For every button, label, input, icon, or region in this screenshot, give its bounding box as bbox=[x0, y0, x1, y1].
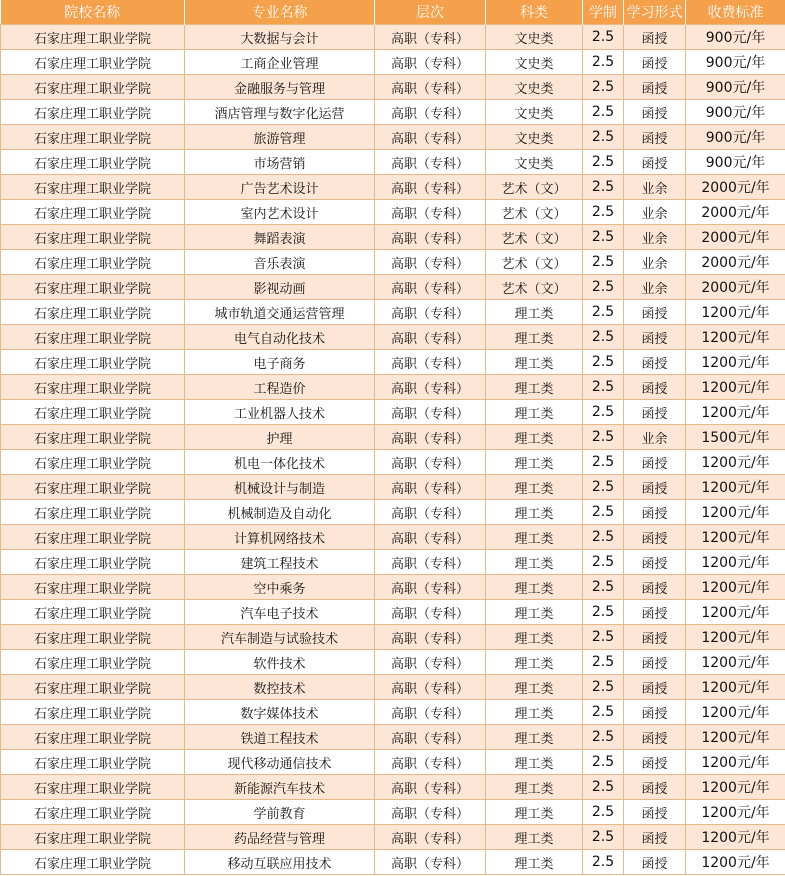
cell-major: 新能源汽车技术 bbox=[185, 775, 375, 800]
table-row bbox=[1, 650, 785, 675]
cell-category: 艺术（文） bbox=[486, 250, 583, 275]
cell-level: 高职（专科） bbox=[375, 150, 486, 175]
cell-duration: 2.5 bbox=[583, 425, 624, 450]
cell-major: 影视动画 bbox=[185, 275, 375, 300]
cell-school: 石家庄理工职业学院 bbox=[1, 150, 185, 175]
cell-study-mode: 函授 bbox=[624, 500, 686, 525]
cell-major: 舞蹈表演 bbox=[185, 225, 375, 250]
cell-duration: 2.5 bbox=[583, 325, 624, 350]
cell-study-mode: 函授 bbox=[624, 850, 686, 875]
cell-major: 数控技术 bbox=[185, 675, 375, 700]
cell-duration: 2.5 bbox=[583, 775, 624, 800]
cell-category: 理工类 bbox=[486, 550, 583, 575]
cell-study-mode: 业余 bbox=[624, 200, 686, 225]
cell-category: 理工类 bbox=[486, 525, 583, 550]
cell-school: 石家庄理工职业学院 bbox=[1, 300, 185, 325]
cell-study-mode: 函授 bbox=[624, 325, 686, 350]
cell-school: 石家庄理工职业学院 bbox=[1, 750, 185, 775]
cell-duration: 2.5 bbox=[583, 250, 624, 275]
table-row bbox=[1, 375, 785, 400]
table-row bbox=[1, 150, 785, 175]
table-row bbox=[1, 675, 785, 700]
table-row bbox=[1, 775, 785, 800]
cell-major: 汽车电子技术 bbox=[185, 600, 375, 625]
cell-major: 广告艺术设计 bbox=[185, 175, 375, 200]
table-row bbox=[1, 725, 785, 750]
table-row bbox=[1, 525, 785, 550]
table-row bbox=[1, 550, 785, 575]
cell-school: 石家庄理工职业学院 bbox=[1, 225, 185, 250]
cell-duration: 2.5 bbox=[583, 25, 624, 50]
cell-category: 理工类 bbox=[486, 500, 583, 525]
cell-category: 文史类 bbox=[486, 100, 583, 125]
cell-duration: 2.5 bbox=[583, 525, 624, 550]
header-category: 科类 bbox=[486, 0, 583, 25]
cell-level: 高职（专科） bbox=[375, 75, 486, 100]
cell-duration: 2.5 bbox=[583, 300, 624, 325]
cell-major: 汽车制造与试验技术 bbox=[185, 625, 375, 650]
cell-duration: 2.5 bbox=[583, 800, 624, 825]
table-row bbox=[1, 300, 785, 325]
cell-fee: 1200元/年 bbox=[686, 550, 785, 575]
table-row bbox=[1, 25, 785, 50]
table-row bbox=[1, 500, 785, 525]
cell-level: 高职（专科） bbox=[375, 50, 486, 75]
cell-fee: 1200元/年 bbox=[686, 650, 785, 675]
cell-category: 理工类 bbox=[486, 625, 583, 650]
cell-category: 理工类 bbox=[486, 600, 583, 625]
cell-major: 工程造价 bbox=[185, 375, 375, 400]
cell-school: 石家庄理工职业学院 bbox=[1, 825, 185, 850]
cell-school: 石家庄理工职业学院 bbox=[1, 800, 185, 825]
cell-major: 机电一体化技术 bbox=[185, 450, 375, 475]
cell-duration: 2.5 bbox=[583, 550, 624, 575]
cell-fee: 900元/年 bbox=[686, 150, 785, 175]
cell-school: 石家庄理工职业学院 bbox=[1, 625, 185, 650]
table-body bbox=[1, 25, 785, 875]
cell-major: 学前教育 bbox=[185, 800, 375, 825]
cell-duration: 2.5 bbox=[583, 700, 624, 725]
cell-level: 高职（专科） bbox=[375, 300, 486, 325]
cell-fee: 1200元/年 bbox=[686, 850, 785, 875]
cell-major: 护理 bbox=[185, 425, 375, 450]
table-row bbox=[1, 600, 785, 625]
cell-category: 理工类 bbox=[486, 800, 583, 825]
table-row bbox=[1, 800, 785, 825]
header-level: 层次 bbox=[375, 0, 486, 25]
cell-fee: 1200元/年 bbox=[686, 350, 785, 375]
cell-level: 高职（专科） bbox=[375, 400, 486, 425]
cell-duration: 2.5 bbox=[583, 625, 624, 650]
cell-school: 石家庄理工职业学院 bbox=[1, 450, 185, 475]
cell-level: 高职（专科） bbox=[375, 600, 486, 625]
header-major: 专业名称 bbox=[185, 0, 375, 25]
cell-category: 理工类 bbox=[486, 700, 583, 725]
cell-study-mode: 函授 bbox=[624, 775, 686, 800]
cell-study-mode: 函授 bbox=[624, 800, 686, 825]
cell-level: 高职（专科） bbox=[375, 525, 486, 550]
cell-fee: 1200元/年 bbox=[686, 825, 785, 850]
table-header bbox=[1, 0, 785, 25]
cell-category: 理工类 bbox=[486, 350, 583, 375]
cell-level: 高职（专科） bbox=[375, 750, 486, 775]
cell-study-mode: 函授 bbox=[624, 400, 686, 425]
cell-level: 高职（专科） bbox=[375, 550, 486, 575]
header-row bbox=[1, 0, 785, 25]
cell-category: 艺术（文） bbox=[486, 275, 583, 300]
cell-major: 电气自动化技术 bbox=[185, 325, 375, 350]
cell-school: 石家庄理工职业学院 bbox=[1, 75, 185, 100]
cell-category: 理工类 bbox=[486, 575, 583, 600]
cell-fee: 1200元/年 bbox=[686, 375, 785, 400]
cell-study-mode: 函授 bbox=[624, 150, 686, 175]
cell-fee: 2000元/年 bbox=[686, 200, 785, 225]
cell-major: 工业机器人技术 bbox=[185, 400, 375, 425]
cell-category: 文史类 bbox=[486, 25, 583, 50]
cell-study-mode: 函授 bbox=[624, 600, 686, 625]
cell-major: 音乐表演 bbox=[185, 250, 375, 275]
cell-school: 石家庄理工职业学院 bbox=[1, 250, 185, 275]
cell-category: 文史类 bbox=[486, 125, 583, 150]
cell-fee: 2000元/年 bbox=[686, 250, 785, 275]
cell-fee: 900元/年 bbox=[686, 50, 785, 75]
cell-major: 金融服务与管理 bbox=[185, 75, 375, 100]
cell-level: 高职（专科） bbox=[375, 825, 486, 850]
cell-school: 石家庄理工职业学院 bbox=[1, 525, 185, 550]
cell-fee: 1200元/年 bbox=[686, 525, 785, 550]
table-row bbox=[1, 350, 785, 375]
cell-major: 移动互联应用技术 bbox=[185, 850, 375, 875]
cell-fee: 1200元/年 bbox=[686, 400, 785, 425]
cell-school: 石家庄理工职业学院 bbox=[1, 500, 185, 525]
cell-category: 理工类 bbox=[486, 325, 583, 350]
cell-study-mode: 业余 bbox=[624, 425, 686, 450]
cell-duration: 2.5 bbox=[583, 575, 624, 600]
table-row bbox=[1, 50, 785, 75]
cell-duration: 2.5 bbox=[583, 375, 624, 400]
cell-fee: 1200元/年 bbox=[686, 600, 785, 625]
cell-category: 理工类 bbox=[486, 400, 583, 425]
table-row bbox=[1, 475, 785, 500]
cell-fee: 1200元/年 bbox=[686, 575, 785, 600]
cell-category: 艺术（文） bbox=[486, 175, 583, 200]
cell-duration: 2.5 bbox=[583, 350, 624, 375]
cell-duration: 2.5 bbox=[583, 150, 624, 175]
cell-fee: 900元/年 bbox=[686, 125, 785, 150]
cell-school: 石家庄理工职业学院 bbox=[1, 25, 185, 50]
cell-duration: 2.5 bbox=[583, 100, 624, 125]
cell-category: 文史类 bbox=[486, 75, 583, 100]
cell-duration: 2.5 bbox=[583, 475, 624, 500]
cell-school: 石家庄理工职业学院 bbox=[1, 675, 185, 700]
cell-fee: 1200元/年 bbox=[686, 750, 785, 775]
cell-level: 高职（专科） bbox=[375, 675, 486, 700]
table-row bbox=[1, 75, 785, 100]
cell-duration: 2.5 bbox=[583, 850, 624, 875]
cell-level: 高职（专科） bbox=[375, 325, 486, 350]
cell-category: 理工类 bbox=[486, 725, 583, 750]
cell-school: 石家庄理工职业学院 bbox=[1, 700, 185, 725]
cell-fee: 1200元/年 bbox=[686, 675, 785, 700]
cell-level: 高职（专科） bbox=[375, 850, 486, 875]
cell-category: 艺术（文） bbox=[486, 200, 583, 225]
cell-category: 理工类 bbox=[486, 775, 583, 800]
cell-major: 软件技术 bbox=[185, 650, 375, 675]
table-row bbox=[1, 275, 785, 300]
cell-major: 工商企业管理 bbox=[185, 50, 375, 75]
cell-study-mode: 函授 bbox=[624, 100, 686, 125]
cell-major: 大数据与会计 bbox=[185, 25, 375, 50]
cell-fee: 2000元/年 bbox=[686, 225, 785, 250]
cell-category: 理工类 bbox=[486, 675, 583, 700]
cell-category: 文史类 bbox=[486, 50, 583, 75]
cell-duration: 2.5 bbox=[583, 725, 624, 750]
cell-fee: 1200元/年 bbox=[686, 775, 785, 800]
cell-level: 高职（专科） bbox=[375, 125, 486, 150]
cell-school: 石家庄理工职业学院 bbox=[1, 400, 185, 425]
cell-study-mode: 函授 bbox=[624, 575, 686, 600]
table-row bbox=[1, 575, 785, 600]
table-row bbox=[1, 250, 785, 275]
cell-fee: 1200元/年 bbox=[686, 475, 785, 500]
cell-level: 高职（专科） bbox=[375, 275, 486, 300]
cell-major: 电子商务 bbox=[185, 350, 375, 375]
cell-category: 理工类 bbox=[486, 450, 583, 475]
cell-study-mode: 函授 bbox=[624, 75, 686, 100]
cell-level: 高职（专科） bbox=[375, 575, 486, 600]
cell-study-mode: 函授 bbox=[624, 350, 686, 375]
table-row bbox=[1, 125, 785, 150]
cell-fee: 1200元/年 bbox=[686, 450, 785, 475]
cell-school: 石家庄理工职业学院 bbox=[1, 725, 185, 750]
cell-study-mode: 函授 bbox=[624, 750, 686, 775]
cell-major: 计算机网络技术 bbox=[185, 525, 375, 550]
cell-category: 理工类 bbox=[486, 825, 583, 850]
cell-school: 石家庄理工职业学院 bbox=[1, 325, 185, 350]
cell-level: 高职（专科） bbox=[375, 625, 486, 650]
cell-major: 市场营销 bbox=[185, 150, 375, 175]
cell-duration: 2.5 bbox=[583, 125, 624, 150]
cell-major: 机械制造及自动化 bbox=[185, 500, 375, 525]
cell-fee: 900元/年 bbox=[686, 75, 785, 100]
header-study-mode: 学习形式 bbox=[624, 0, 686, 25]
cell-study-mode: 函授 bbox=[624, 825, 686, 850]
cell-study-mode: 函授 bbox=[624, 550, 686, 575]
cell-duration: 2.5 bbox=[583, 175, 624, 200]
cell-school: 石家庄理工职业学院 bbox=[1, 650, 185, 675]
table-row bbox=[1, 175, 785, 200]
cell-duration: 2.5 bbox=[583, 50, 624, 75]
cell-school: 石家庄理工职业学院 bbox=[1, 175, 185, 200]
cell-fee: 1500元/年 bbox=[686, 425, 785, 450]
cell-level: 高职（专科） bbox=[375, 250, 486, 275]
cell-study-mode: 业余 bbox=[624, 225, 686, 250]
cell-study-mode: 函授 bbox=[624, 50, 686, 75]
cell-fee: 1200元/年 bbox=[686, 500, 785, 525]
cell-study-mode: 函授 bbox=[624, 525, 686, 550]
cell-fee: 1200元/年 bbox=[686, 700, 785, 725]
table-row bbox=[1, 325, 785, 350]
cell-major: 药品经营与管理 bbox=[185, 825, 375, 850]
cell-school: 石家庄理工职业学院 bbox=[1, 100, 185, 125]
cell-category: 艺术（文） bbox=[486, 225, 583, 250]
cell-category: 理工类 bbox=[486, 300, 583, 325]
cell-level: 高职（专科） bbox=[375, 225, 486, 250]
cell-school: 石家庄理工职业学院 bbox=[1, 850, 185, 875]
cell-duration: 2.5 bbox=[583, 500, 624, 525]
cell-school: 石家庄理工职业学院 bbox=[1, 575, 185, 600]
cell-duration: 2.5 bbox=[583, 600, 624, 625]
cell-major: 机械设计与制造 bbox=[185, 475, 375, 500]
cell-category: 理工类 bbox=[486, 750, 583, 775]
cell-level: 高职（专科） bbox=[375, 700, 486, 725]
cell-level: 高职（专科） bbox=[375, 200, 486, 225]
header-school: 院校名称 bbox=[1, 0, 185, 25]
table-row bbox=[1, 225, 785, 250]
cell-level: 高职（专科） bbox=[375, 375, 486, 400]
cell-school: 石家庄理工职业学院 bbox=[1, 125, 185, 150]
header-fee: 收费标准 bbox=[686, 0, 785, 25]
cell-fee: 1200元/年 bbox=[686, 800, 785, 825]
cell-school: 石家庄理工职业学院 bbox=[1, 275, 185, 300]
cell-level: 高职（专科） bbox=[375, 25, 486, 50]
cell-school: 石家庄理工职业学院 bbox=[1, 775, 185, 800]
cell-fee: 1200元/年 bbox=[686, 625, 785, 650]
cell-level: 高职（专科） bbox=[375, 500, 486, 525]
cell-major: 酒店管理与数字化运营 bbox=[185, 100, 375, 125]
cell-fee: 900元/年 bbox=[686, 25, 785, 50]
cell-major: 空中乘务 bbox=[185, 575, 375, 600]
table-row bbox=[1, 850, 785, 875]
cell-level: 高职（专科） bbox=[375, 350, 486, 375]
cell-fee: 1200元/年 bbox=[686, 325, 785, 350]
cell-duration: 2.5 bbox=[583, 400, 624, 425]
header-duration: 学制 bbox=[583, 0, 624, 25]
table-row bbox=[1, 700, 785, 725]
cell-level: 高职（专科） bbox=[375, 475, 486, 500]
cell-study-mode: 业余 bbox=[624, 250, 686, 275]
cell-school: 石家庄理工职业学院 bbox=[1, 425, 185, 450]
cell-category: 理工类 bbox=[486, 475, 583, 500]
cell-category: 文史类 bbox=[486, 150, 583, 175]
cell-study-mode: 函授 bbox=[624, 725, 686, 750]
cell-study-mode: 函授 bbox=[624, 700, 686, 725]
cell-duration: 2.5 bbox=[583, 825, 624, 850]
table-row bbox=[1, 625, 785, 650]
cell-major: 室内艺术设计 bbox=[185, 200, 375, 225]
cell-duration: 2.5 bbox=[583, 675, 624, 700]
cell-level: 高职（专科） bbox=[375, 650, 486, 675]
cell-major: 铁道工程技术 bbox=[185, 725, 375, 750]
cell-level: 高职（专科） bbox=[375, 425, 486, 450]
cell-school: 石家庄理工职业学院 bbox=[1, 375, 185, 400]
cell-study-mode: 函授 bbox=[624, 450, 686, 475]
cell-level: 高职（专科） bbox=[375, 800, 486, 825]
cell-fee: 2000元/年 bbox=[686, 275, 785, 300]
cell-study-mode: 函授 bbox=[624, 675, 686, 700]
cell-study-mode: 函授 bbox=[624, 625, 686, 650]
table-row bbox=[1, 825, 785, 850]
cell-duration: 2.5 bbox=[583, 275, 624, 300]
cell-major: 建筑工程技术 bbox=[185, 550, 375, 575]
cell-school: 石家庄理工职业学院 bbox=[1, 200, 185, 225]
cell-duration: 2.5 bbox=[583, 450, 624, 475]
cell-major: 数字媒体技术 bbox=[185, 700, 375, 725]
cell-level: 高职（专科） bbox=[375, 725, 486, 750]
cell-study-mode: 函授 bbox=[624, 375, 686, 400]
cell-category: 理工类 bbox=[486, 375, 583, 400]
table-row bbox=[1, 200, 785, 225]
cell-study-mode: 业余 bbox=[624, 275, 686, 300]
cell-school: 石家庄理工职业学院 bbox=[1, 475, 185, 500]
cell-duration: 2.5 bbox=[583, 200, 624, 225]
cell-fee: 900元/年 bbox=[686, 100, 785, 125]
cell-fee: 2000元/年 bbox=[686, 175, 785, 200]
cell-duration: 2.5 bbox=[583, 750, 624, 775]
cell-study-mode: 函授 bbox=[624, 300, 686, 325]
cell-category: 理工类 bbox=[486, 650, 583, 675]
cell-major: 城市轨道交通运营管理 bbox=[185, 300, 375, 325]
cell-school: 石家庄理工职业学院 bbox=[1, 50, 185, 75]
table-row bbox=[1, 100, 785, 125]
cell-duration: 2.5 bbox=[583, 225, 624, 250]
cell-school: 石家庄理工职业学院 bbox=[1, 550, 185, 575]
cell-level: 高职（专科） bbox=[375, 100, 486, 125]
cell-fee: 1200元/年 bbox=[686, 725, 785, 750]
cell-study-mode: 函授 bbox=[624, 125, 686, 150]
cell-study-mode: 业余 bbox=[624, 175, 686, 200]
cell-category: 理工类 bbox=[486, 850, 583, 875]
cell-level: 高职（专科） bbox=[375, 450, 486, 475]
cell-fee: 1200元/年 bbox=[686, 300, 785, 325]
cell-school: 石家庄理工职业学院 bbox=[1, 350, 185, 375]
cell-study-mode: 函授 bbox=[624, 650, 686, 675]
cell-study-mode: 函授 bbox=[624, 475, 686, 500]
cell-school: 石家庄理工职业学院 bbox=[1, 600, 185, 625]
cell-duration: 2.5 bbox=[583, 75, 624, 100]
cell-major: 旅游管理 bbox=[185, 125, 375, 150]
cell-duration: 2.5 bbox=[583, 650, 624, 675]
cell-major: 现代移动通信技术 bbox=[185, 750, 375, 775]
cell-level: 高职（专科） bbox=[375, 175, 486, 200]
table-row bbox=[1, 400, 785, 425]
table-row bbox=[1, 425, 785, 450]
cell-study-mode: 函授 bbox=[624, 25, 686, 50]
cell-level: 高职（专科） bbox=[375, 775, 486, 800]
cell-category: 理工类 bbox=[486, 425, 583, 450]
table-row bbox=[1, 750, 785, 775]
table-row bbox=[1, 450, 785, 475]
